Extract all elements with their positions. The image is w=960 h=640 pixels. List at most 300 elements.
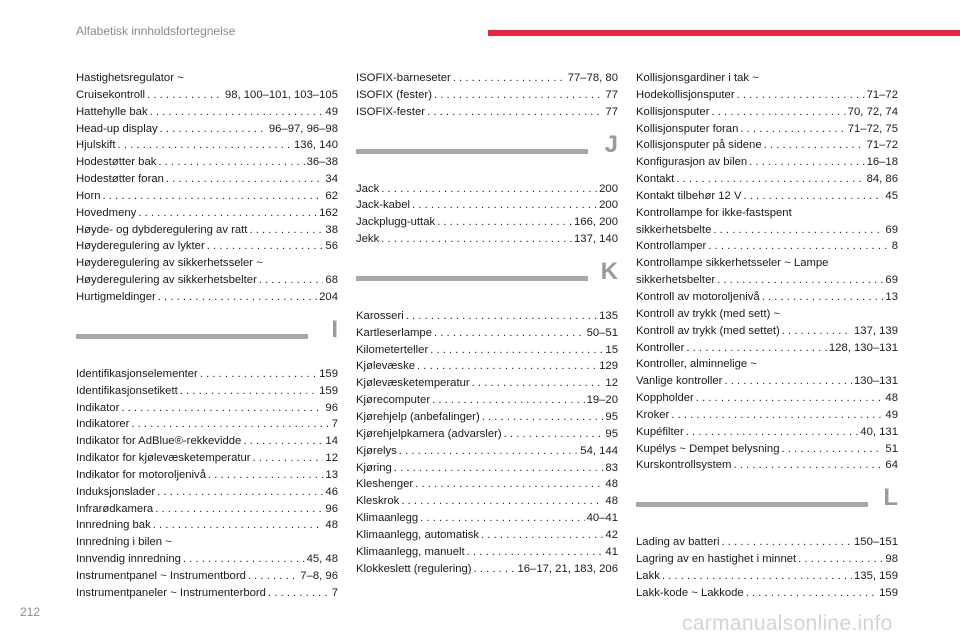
index-entry-page: 12 (325, 452, 338, 465)
index-entry-term: sikkerhetsbelte (636, 223, 712, 236)
index-entry (76, 366, 338, 383)
dot-leader (248, 568, 298, 585)
index-entry-term: Jack (356, 182, 380, 195)
section-rule (356, 276, 588, 281)
index-entry-page: 159 (319, 367, 338, 380)
dot-leader (118, 137, 292, 154)
index-entry-line: Kontrollampe sikkerhetsseler ~ Lampe (636, 257, 829, 270)
index-entry (76, 416, 338, 433)
index-entry (636, 154, 898, 171)
index-entry-page: 71–72, 75 (847, 122, 898, 135)
index-entry-page: 19–20 (586, 394, 618, 407)
dot-leader (138, 205, 317, 222)
index-entry-term: Identifikasjonsetikett (76, 384, 178, 397)
index-entry-page: 95 (605, 427, 618, 440)
index-entry-page: 46 (325, 485, 338, 498)
index-entry-term: Karosseri (356, 309, 404, 322)
section-divider (636, 474, 898, 534)
index-entry-term: Kjørehjelpkamera (advarsler) (356, 427, 502, 440)
dot-leader (420, 510, 584, 527)
dot-leader (749, 154, 864, 171)
index-entry-term: Indikator for AdBlue®-rekkevidde (76, 435, 242, 448)
index-entry-page: 7 (331, 418, 338, 431)
dot-leader (671, 407, 883, 424)
index-entry (636, 441, 898, 458)
index-entry-term: Kartleserlampe (356, 326, 432, 339)
dot-leader (782, 441, 884, 458)
index-entry-term: Lakk (636, 569, 660, 582)
dot-leader (381, 231, 572, 248)
index-entry-page: 200 (599, 199, 618, 212)
index-entry-term: Kjørecomputer (356, 394, 431, 407)
index-entry-term: Hodestøtter foran (76, 173, 164, 186)
index-entry (356, 409, 618, 426)
index-entry-line: Kollisjonsgardiner i tak ~ (636, 72, 759, 84)
dot-leader (417, 358, 597, 375)
index-entry-term: Kleskrok (356, 495, 400, 508)
index-entry-page: 137, 139 (854, 324, 898, 337)
index-entry (636, 121, 898, 138)
index-entry (636, 104, 898, 121)
index-entry (76, 289, 338, 306)
index-entry-page: 137, 140 (574, 233, 618, 246)
index-entry-term: Høyderegulering av lykter (76, 240, 205, 253)
dot-leader (713, 222, 883, 239)
index-entry (356, 476, 618, 493)
section-rule (636, 502, 868, 507)
index-entry-term: Klimaanlegg, manuelt (356, 545, 465, 558)
index-entry-page: 8 (891, 240, 898, 253)
index-entry (76, 205, 338, 222)
index-entry-term: Kjølevæske (356, 360, 416, 373)
page-number: 212 (20, 605, 41, 619)
index-entry-page: 135 (599, 309, 618, 322)
section-letter: L (883, 484, 898, 512)
dot-leader (662, 568, 852, 585)
index-entry-term: Innvendig innredning (76, 553, 181, 566)
index-entry (76, 171, 338, 188)
index-entry-term: Kroker (636, 408, 670, 421)
index-entry-page: 16–17, 21, 183, 206 (517, 562, 618, 575)
index-entry-term: Kleshenger (356, 478, 414, 491)
index-entry-page: 84, 86 (866, 173, 898, 186)
index-entry (76, 104, 338, 121)
index-entry-page: 98 (885, 553, 898, 566)
index-entry (356, 392, 618, 409)
index-entry-page: 48 (605, 478, 618, 491)
index-entry (356, 493, 618, 510)
index-entry-term: Cruisekontroll (76, 88, 146, 101)
index-entry-term: Klimaanlegg, automatisk (356, 528, 480, 541)
section-letter: K (600, 257, 618, 285)
dot-leader (686, 340, 827, 357)
index-entry (356, 214, 618, 231)
index-entry-page: 49 (885, 408, 898, 421)
index-entry (636, 87, 898, 104)
index-entry-term: Indikator (76, 401, 120, 414)
dot-leader (166, 171, 324, 188)
index-entry (76, 433, 338, 450)
index-entry (76, 568, 338, 585)
index-column-3 (636, 70, 898, 602)
index-entry (356, 510, 618, 527)
dot-leader (782, 323, 852, 340)
index-entry-term: Kontakt tilbehør 12 V (636, 189, 742, 202)
index-entry (356, 325, 618, 342)
dot-leader (249, 222, 323, 239)
dot-leader (717, 272, 883, 289)
index-entry-term: Høyde- og dybderegulering av ratt (76, 223, 248, 236)
dot-leader (121, 400, 323, 417)
index-entry-term: Lakk-kode ~ Lakkode (636, 586, 744, 599)
index-entry-page: 135, 159 (854, 569, 898, 582)
index-entry-term: Kjørehjelp (anbefalinger) (356, 410, 480, 423)
index-entry-page: 48 (325, 519, 338, 532)
index-entry (636, 585, 898, 602)
index-entry-page: 45, 48 (306, 553, 338, 566)
dot-leader (733, 457, 883, 474)
index-entry-line: Høyderegulering av sikkerhetsseler ~ (76, 257, 263, 270)
index-entry (636, 424, 898, 441)
dot-leader (103, 188, 324, 205)
index-entry (356, 443, 618, 460)
index-entry (356, 561, 618, 578)
index-entry-term: Indikator for kjølevæsketemperatur (76, 452, 251, 465)
index-entry-line: Hastighetsregulator ~ (76, 72, 184, 84)
dot-leader (762, 289, 884, 306)
index-entry (76, 222, 338, 239)
index-entry (76, 154, 338, 171)
dot-leader (158, 289, 317, 306)
index-entry (76, 484, 338, 501)
index-entry-term: Kupéfilter (636, 425, 684, 438)
index-entry (356, 104, 618, 121)
index-entry-page: 159 (879, 586, 898, 599)
index-entry-term: Klimaanlegg (356, 512, 419, 525)
index-entry-page: 50–51 (586, 326, 618, 339)
index-entry-term: Konfigurasjon av bilen (636, 156, 748, 169)
index-entry (636, 407, 898, 424)
dot-leader (207, 238, 324, 255)
index-entry (636, 568, 898, 585)
dot-leader (401, 493, 603, 510)
dot-leader (394, 460, 604, 477)
index-entry-term: Indikatorer (76, 418, 130, 431)
index-entry-page: 83 (605, 461, 618, 474)
index-entry (76, 272, 338, 289)
watermark: carmanualsonline.info (682, 612, 893, 635)
index-entry-term: Kupélys ~ Dempet belysning (636, 442, 780, 455)
index-entry-page: 54, 144 (580, 444, 618, 457)
index-entry-term: ISOFIX-fester (356, 105, 426, 118)
dot-leader (764, 137, 865, 154)
index-entry-term: Kontrollamper (636, 240, 707, 253)
index-entry-page: 159 (319, 384, 338, 397)
index-entry-page: 136, 140 (294, 139, 338, 152)
index-entry (356, 197, 618, 214)
dot-leader (434, 87, 603, 104)
index-entry-page: 130–131 (854, 375, 898, 388)
index-entry-page: 15 (605, 343, 618, 356)
index-entry (636, 457, 898, 474)
index-entry-term: Klokkeslett (regulering) (356, 562, 472, 575)
section-letter: I (331, 315, 338, 343)
index-entry-page: 162 (319, 206, 338, 219)
dot-leader (467, 544, 604, 561)
index-entry (76, 137, 338, 154)
index-entry-page: 48 (605, 495, 618, 508)
index-entry-page: 38 (325, 223, 338, 236)
index-entry-page: 71–72 (866, 139, 898, 152)
dot-leader (200, 366, 317, 383)
dot-leader (722, 534, 852, 551)
index-entry (76, 121, 338, 138)
index-entry-page: 13 (885, 290, 898, 303)
dot-leader (147, 87, 223, 104)
dot-leader (183, 551, 305, 568)
dot-leader (406, 308, 597, 325)
index-entry-page: 49 (325, 105, 338, 118)
index-entry (76, 551, 338, 568)
index-entry (356, 231, 618, 248)
index-entry-page: 150–151 (854, 536, 898, 549)
index-entry-page: 96 (325, 401, 338, 414)
page-header-title: Alfabetisk innholdsfortegnelse (76, 24, 236, 38)
index-entry-line: Kontroll av trykk (med sett) ~ (636, 307, 781, 320)
index-entry-term: Instrumentpaneler ~ Instrumenterbord (76, 586, 266, 599)
index-entry-page: 70, 72, 74 (847, 105, 898, 118)
index-entry-term: Indikator for motoroljenivå (76, 468, 206, 481)
index-entry-term: Kontroll av trykk (med settet) (636, 324, 780, 337)
index-entry (356, 460, 618, 477)
index-entry-term: Jack-kabel (356, 199, 410, 212)
index-entry-page: 69 (885, 223, 898, 236)
section-rule (76, 334, 308, 339)
index-entry-page: 7 (331, 586, 338, 599)
index-entry-page: 64 (885, 459, 898, 472)
index-entry-term: Jekk (356, 233, 380, 246)
dot-leader (150, 104, 324, 121)
dot-leader (474, 561, 516, 578)
index-entry-page: 200 (599, 182, 618, 195)
dot-leader (158, 154, 304, 171)
index-entry-page: 34 (325, 173, 338, 186)
dot-leader (253, 450, 324, 467)
index-entry-page: 68 (325, 274, 338, 287)
index-entry-term: Lagring av en hastighet i minnet (636, 553, 797, 566)
index-entry (636, 323, 898, 340)
index-entry (636, 390, 898, 407)
index-entry-term: Hovedmeny (76, 206, 137, 219)
index-entry-page: 77–78, 80 (567, 72, 618, 84)
index-entry-term: Hodestøtter bak (76, 156, 157, 169)
dot-leader (696, 390, 884, 407)
dot-leader (676, 171, 864, 188)
index-entry-term: Kontroller (636, 341, 685, 354)
index-entry-page: 42 (605, 528, 618, 541)
dot-leader (427, 104, 603, 121)
index-column-2 (356, 70, 618, 577)
dot-leader (708, 238, 889, 255)
section-divider (356, 121, 618, 181)
index-entry (636, 137, 898, 154)
dot-leader (208, 467, 323, 484)
index-entry-term: Kjørelys (356, 444, 397, 457)
index-entry-page: 96–97, 96–98 (268, 122, 338, 135)
index-entry (76, 467, 338, 484)
index-entry (356, 342, 618, 359)
section-letter: J (604, 130, 618, 158)
index-entry-page: 69 (885, 274, 898, 287)
index-entry-page: 13 (325, 468, 338, 481)
index-entry-line: Kontrollampe for ikke-fastspent (636, 206, 792, 219)
index-entry (76, 238, 338, 255)
index-entry-term: Kilometerteller (356, 343, 429, 356)
index-entry (76, 400, 338, 417)
index-entry-page: 48 (885, 392, 898, 405)
index-entry-term: Vanlige kontroller (636, 375, 723, 388)
index-entry-term: sikkerhetsbelter (636, 274, 716, 287)
index-entry-page: 96 (325, 502, 338, 515)
dot-leader (711, 104, 845, 121)
index-entry (636, 171, 898, 188)
section-rule (356, 149, 588, 154)
index-entry-term: Kurskontrollsystem (636, 459, 732, 472)
index-entry (636, 222, 898, 239)
dot-leader (724, 373, 852, 390)
index-entry (76, 87, 338, 104)
index-entry (356, 70, 618, 87)
index-entry-term: Koppholder (636, 392, 694, 405)
dot-leader (746, 585, 877, 602)
index-column-1 (76, 70, 338, 602)
index-entry (356, 308, 618, 325)
dot-leader (737, 87, 865, 104)
index-entry (636, 551, 898, 568)
index-entry (636, 272, 898, 289)
index-entry-term: Hodekollisjonsputer (636, 88, 735, 101)
index-entry (636, 238, 898, 255)
index-entry-page: 40–41 (586, 512, 618, 525)
dot-leader (412, 197, 597, 214)
index-entry-term: Kollisjonsputer på sidene (636, 139, 762, 152)
index-entry-term: Hurtigmeldinger (76, 290, 156, 303)
index-entry-line: Innredning i bilen ~ (76, 536, 172, 549)
dot-leader (399, 443, 579, 460)
index-entry-term: Identifikasjonselementer (76, 367, 198, 380)
index-entry (76, 585, 338, 602)
index-entry-page: 98, 100–101, 103–105 (224, 88, 338, 101)
index-entry-page: 95 (605, 410, 618, 423)
index-entry-line: Kontroller, alminnelige ~ (636, 358, 757, 371)
index-entry-page: 77 (605, 105, 618, 118)
index-entry (356, 375, 618, 392)
index-entry-term: Kontroll av motoroljenivå (636, 290, 760, 303)
index-entry-term: Horn (76, 189, 101, 202)
index-entry-term: Infrarødkamera (76, 502, 154, 515)
dot-leader (259, 272, 324, 289)
dot-leader (153, 517, 324, 534)
dot-leader (432, 392, 584, 409)
index-entry (76, 450, 338, 467)
index-entry-page: 16–18 (866, 156, 898, 169)
index-entry-term: Kjølevæsketemperatur (356, 377, 470, 390)
index-entry-term: Innredning bak (76, 519, 151, 532)
dot-leader (430, 342, 603, 359)
index-entry-page: 41 (605, 545, 618, 558)
index-entry-page: 51 (885, 442, 898, 455)
index-entry (356, 87, 618, 104)
index-entry (76, 188, 338, 205)
header-accent-bar (488, 30, 960, 36)
index-entry-term: Induksjonslader (76, 485, 156, 498)
dot-leader (268, 585, 330, 602)
index-entry-term: Kjøring (356, 461, 392, 474)
dot-leader (160, 121, 267, 138)
index-entry-term: Hjulskift (76, 139, 116, 152)
dot-leader (798, 551, 883, 568)
index-entry-term: Høyderegulering av sikkerhetsbelter (76, 274, 257, 287)
index-entry (356, 544, 618, 561)
dot-leader (157, 484, 323, 501)
index-entry-term: Kontakt (636, 173, 675, 186)
index-entry-page: 7–8, 96 (300, 569, 338, 582)
index-entry-term: Instrumentpanel ~ Instrumentbord (76, 569, 246, 582)
index-entry (76, 501, 338, 518)
index-entry-page: 45 (885, 189, 898, 202)
index-entry (356, 181, 618, 198)
index-entry-page: 12 (605, 377, 618, 390)
dot-leader (482, 409, 604, 426)
index-entry-page: 36–38 (306, 156, 338, 169)
index-entry-page: 56 (325, 240, 338, 253)
index-entry-page: 62 (325, 189, 338, 202)
dot-leader (740, 121, 845, 138)
index-entry (76, 517, 338, 534)
index-entry-page: 204 (319, 290, 338, 303)
dot-leader (481, 527, 603, 544)
index-entry (636, 373, 898, 390)
index-entry-term: Hattehylle bak (76, 105, 148, 118)
index-entry (356, 426, 618, 443)
dot-leader (686, 424, 859, 441)
section-divider (76, 306, 338, 366)
dot-leader (453, 70, 566, 87)
index-entry-page: 129 (599, 360, 618, 373)
dot-leader (381, 181, 597, 198)
index-entry-term: Jackplugg-uttak (356, 216, 436, 229)
dot-leader (472, 375, 604, 392)
dot-leader (434, 325, 585, 342)
index-entry-page: 14 (325, 435, 338, 448)
index-entry-page: 77 (605, 88, 618, 101)
dot-leader (155, 501, 323, 518)
index-entry-term: Lading av batteri (636, 536, 720, 549)
dot-leader (437, 214, 572, 231)
index-entry (636, 188, 898, 205)
index-entry (356, 358, 618, 375)
index-entry (76, 383, 338, 400)
index-entry-page: 166, 200 (574, 216, 618, 229)
index-entry-term: Head-up display (76, 122, 158, 135)
dot-leader (744, 188, 884, 205)
index-entry-page: 71–72 (866, 88, 898, 101)
index-entry-term: Kollisjonsputer foran (636, 122, 739, 135)
index-entry-term: ISOFIX-barneseter (356, 72, 451, 84)
index-entry-page: 40, 131 (860, 425, 898, 438)
dot-leader (415, 476, 603, 493)
index-entry-term: Kollisjonsputer (636, 105, 710, 118)
